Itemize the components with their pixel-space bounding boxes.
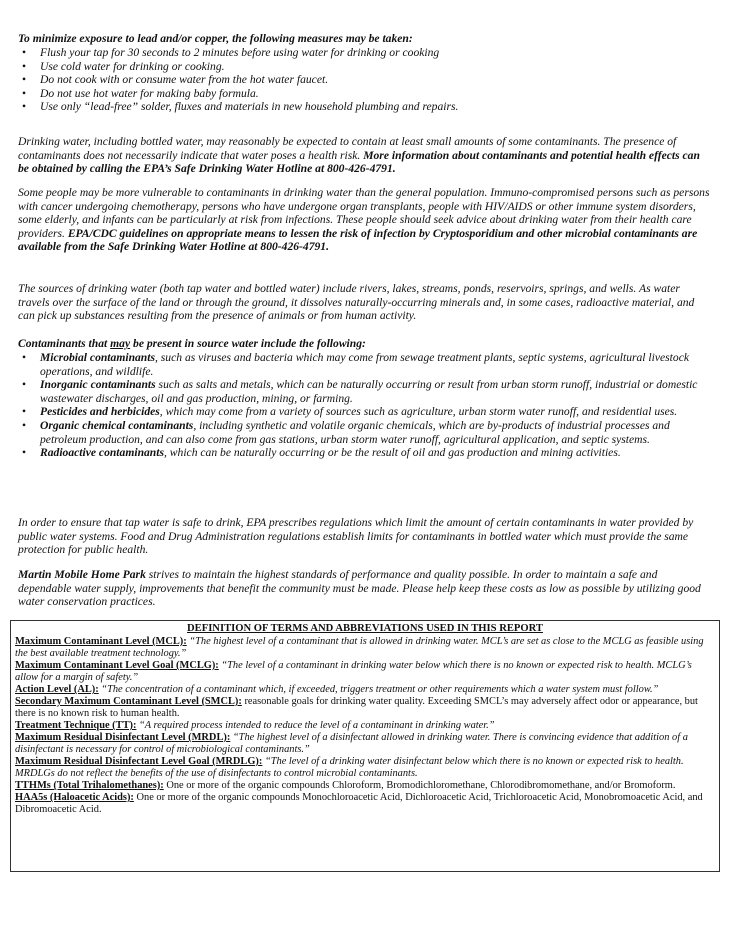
definition-item: Maximum Contaminant Level (MCL): “The highest level of a contaminant that is allowed in drinking water. MCL’s are set as close to the MCLG as feasible using the best available treatment technology.” [15,636,704,659]
definitions-title: DEFINITION OF TERMS AND ABBREVIATIONS USED IN THIS REPORT [187,623,543,634]
lead-measures-heading: To minimize exposure to lead and/or copper, the following measures may be taken: [18,32,413,45]
list-item: • Organic chemical contaminants, including synthetic and volatile organic chemicals, which are by-products of industrial processes and petroleum production, and can also come from gas stations, urban storm water runoff, agricultural application, and septic systems. [22,418,670,446]
epa-regulations-paragraph: In order to ensure that tap water is safe to drink, EPA prescribes regulations which limit the amount of certain contaminants in water provided by public water systems. Food and Drug Administration regulations establish limits for contaminants in bottled water which must provide the same protection for public health. [18,516,694,557]
list-item: • Microbial contaminants, such as viruses and bacteria which may come from sewage treatment plants, septic systems, agricultural livestock operations, and wildlife. [22,351,689,378]
lead-measures-list [18,46,712,114]
list-item: • Inorganic contaminants such as salts and metals, which can be naturally occurring or result from urban storm runoff, industrial or domestic wastewater discharges, oil and gas production, mining, or farming. [22,378,698,405]
list-item: • Do not use hot water for making baby formula. [22,86,259,100]
list-item: • Use only “lead-free” solder, fluxes and materials in new household plumbing and repairs. [22,100,459,114]
contaminants-list [18,351,712,460]
bottled-water-paragraph: Drinking water, including bottled water, may reasonably be expected to contain at least small amounts of some contaminants. The presence of contaminants does not necessarily indicate that water poses a health risk. More information about contaminants and potential health effects can be obtained by calling the EPA’s Safe Drinking Water Hotline at 800-426-4791. [18,135,700,176]
definitions-list [15,636,715,816]
park-name: Martin Mobile Home Park [18,568,146,581]
definition-item: Maximum Residual Disinfectant Level Goal (MRDLG): “The level of a drinking water disinfectant below which there is no known or expected risk to health. MRDLGs do not reflect the benefits of the use of disinfectants to control microbial contaminants. [15,756,684,779]
vulnerable-populations-paragraph: Some people may be more vulnerable to contaminants in drinking water than the general population. Immuno-compromised persons such as persons with cancer undergoing chemotherapy, persons who have undergone organ transplants, people with HIV/AIDS or other immune system disorders, some elderly, and infants can be particularly at risk from infections. These people should seek advice about drinking water from their health care providers. EPA/CDC guidelines on appropriate means to lessen the risk of infection by Cryptosporidium and other microbial contaminants are available from the Safe Drinking Water Hotline at 800-426-4791. [18,186,710,254]
water-sources-paragraph: The sources of drinking water (both tap water and bottled water) include rivers, lakes, streams, ponds, reservoirs, springs, and wells. As water travels over the surface of the land or through the ground, it dissolves naturally-occurring minerals and, in some cases, radioactive material, and can pick up substances resulting from the presence of animals or from human activity. [18,282,695,323]
hotline-notice: More information about contaminants and potential health effects can be obtained by calling the EPA’s Safe Drinking Water Hotline at 800-426-4791. [18,148,700,176]
definition-item: TTHMs (Total Trihalomethanes): One or more of the organic compounds Chloroform, Bromodichloromethane, Chlorodibromomethane, and/or Bromoform. [15,780,676,791]
list-item: • Flush your tap for 30 seconds to 2 minutes before using water for drinking or cooking [22,46,440,59]
definition-item: HAA5s (Haloacetic Acids): One or more of the organic compounds Monochloroacetic Acid, Dichloroacetic Acid, Trichloroacetic Acid, Monobromoacetic Acid, and Dibromoacetic Acid. [15,792,703,815]
park-statement-paragraph: Martin Mobile Home Park strives to maintain the highest standards of performance and quality possible. In order to maintain a safe and dependable water supply, improvements that benefit the community must be made. Please help keep these costs as low as possible by utilizing good water conservation practices. [18,568,701,609]
definition-item: Secondary Maximum Contaminant Level (SMCL): reasonable goals for drinking water quality. Exceeding SMCL’s may adversely affect odor or appearance, but there is no known risk to human health. [15,696,698,719]
definition-item: Treatment Technique (TT): “A required process intended to reduce the level of a contaminant in drinking water.” [15,720,495,731]
definition-item: Action Level (AL): “The concentration of a contaminant which, if exceeded, triggers treatment or other requirements which a water system must follow.” [15,684,659,695]
list-item: • Pesticides and herbicides, which may come from a variety of sources such as agriculture, urban storm water runoff, and residential uses. [22,405,678,419]
list-item: • Radioactive contaminants, which can be naturally occurring or be the result of oil and gas production and mining activities. [22,446,621,460]
definition-item: Maximum Residual Disinfectant Level (MRDL): “The highest level of a disinfectant allowed in drinking water. There is convincing evidence that addition of a disinfectant is necessary for control of microbiological contaminants.” [15,732,688,755]
list-item: • Do not cook with or consume water from the hot water faucet. [22,73,329,87]
definition-item: Maximum Contaminant Level Goal (MCLG): “The level of a contaminant in drinking water below which there is no known or expected risk to health. MCLG’s allow for a margin of safety.” [15,660,692,683]
contaminants-heading: Contaminants that may be present in source water include the following: [18,337,366,350]
cdc-guidelines-notice: EPA/CDC guidelines on appropriate means to lessen the risk of infection by Cryptosporidium and other microbial contaminants are available from the Safe Drinking Water Hotline at 800-426-4791. [18,226,698,254]
definitions-box [10,620,720,872]
list-item: • Use cold water for drinking or cooking. [22,59,225,73]
